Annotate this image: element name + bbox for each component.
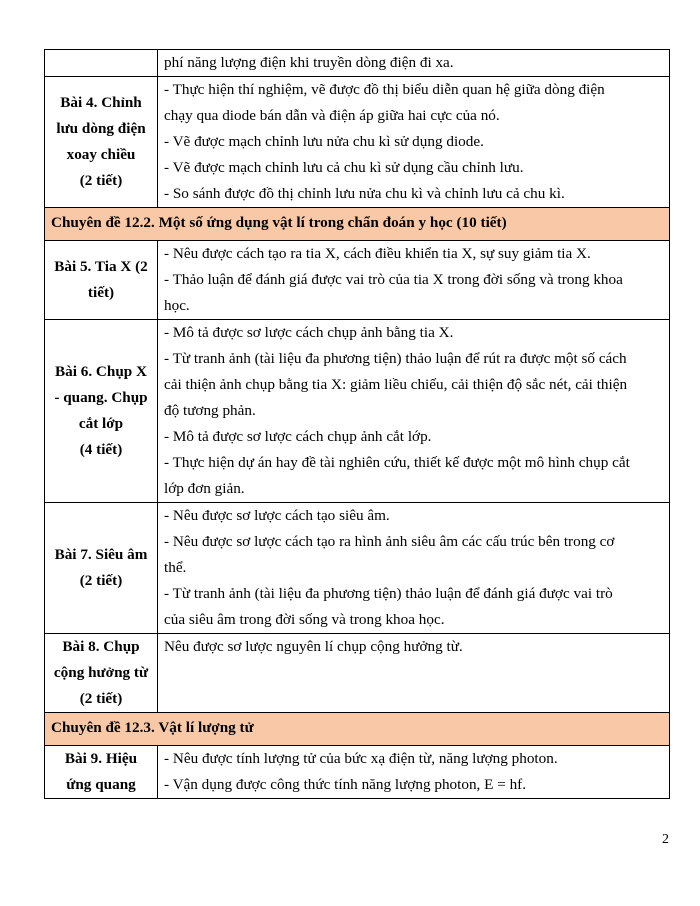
lesson-title-line: (2 tiết) xyxy=(79,572,123,589)
lesson-title-line: (2 tiết) xyxy=(79,690,123,707)
requirement-line: học. xyxy=(164,297,190,314)
lesson-title-line: cắt lớp xyxy=(78,415,124,432)
requirement-line: - Thực hiện dự án hay đề tài nghiên cứu, thiết kế được một mô hình chụp cắt xyxy=(164,454,630,471)
lesson-title xyxy=(45,746,158,799)
requirement-line: - Nêu được tính lượng tử của bức xạ điện từ, năng lượng photon. xyxy=(164,750,558,767)
requirement-line: - Thảo luận để đánh giá được vai trò của tia X trong đời sống và trong khoa xyxy=(164,271,623,288)
topic-heading: Chuyên đề 12.2. Một số ứng dụng vật lí trong chẩn đoán y học (10 tiết) xyxy=(45,208,670,241)
lesson-title xyxy=(45,77,158,208)
requirement-line: - Nêu được sơ lược cách tạo siêu âm. xyxy=(164,507,390,524)
requirement-line: - Vẽ được mạch chỉnh lưu nửa chu kì sử dụng diode. xyxy=(164,133,484,150)
lesson-row xyxy=(45,320,670,503)
requirement-line: - Thực hiện thí nghiệm, vẽ được đồ thị biểu diễn quan hệ giữa dòng điện xyxy=(164,81,605,98)
lesson-requirements xyxy=(158,746,670,799)
lesson-title xyxy=(45,50,158,77)
requirement-line: Nêu được sơ lược nguyên lí chụp cộng hưởng từ. xyxy=(164,638,463,655)
requirement-line: thể. xyxy=(164,559,187,576)
requirement-line: - Nêu được cách tạo ra tia X, cách điều khiển tia X, sự suy giảm tia X. xyxy=(164,245,591,262)
lesson-row xyxy=(45,746,670,799)
page-number: 2 xyxy=(662,832,669,847)
requirement-line: của siêu âm trong đời sống và trong khoa học. xyxy=(164,611,445,628)
lesson-row xyxy=(45,241,670,320)
requirement-line: - Vận dụng được công thức tính năng lượng photon, E = hf. xyxy=(164,776,527,793)
lesson-title-line: ứng quang xyxy=(66,776,136,793)
lesson-requirements xyxy=(158,50,670,77)
lesson-title-line: Bài 8. Chụp xyxy=(62,638,140,655)
lesson-title-line: (4 tiết) xyxy=(79,441,123,458)
lesson-title xyxy=(45,503,158,634)
lesson-requirements xyxy=(158,77,670,208)
topic-row xyxy=(45,713,670,746)
requirement-line: - Mô tả được sơ lược cách chụp ảnh bằng tia X. xyxy=(164,324,454,341)
lesson-title-line: (2 tiết) xyxy=(79,172,123,189)
lesson-title-line: cộng hưởng từ xyxy=(53,664,149,681)
lesson-requirements xyxy=(158,503,670,634)
lesson-title xyxy=(45,320,158,503)
requirement-line: - So sánh được đồ thị chỉnh lưu nửa chu kì và chỉnh lưu cả chu kì. xyxy=(164,185,565,202)
lesson-requirements xyxy=(158,320,670,503)
lesson-title xyxy=(45,241,158,320)
requirement-line: - Mô tả được sơ lược cách chụp ảnh cắt lớp. xyxy=(164,428,432,445)
requirement-line: phí năng lượng điện khi truyền dòng điện đi xa. xyxy=(164,54,454,71)
lesson-row xyxy=(45,77,670,208)
requirement-line: - Từ tranh ảnh (tài liệu đa phương tiện) thảo luận để đánh giá được vai trò xyxy=(164,585,613,602)
lesson-title-line: lưu dòng điện xyxy=(56,120,146,137)
topic-heading: Chuyên đề 12.3. Vật lí lượng tử xyxy=(45,713,670,746)
requirement-line: cải thiện ảnh chụp bằng tia X: giảm liều chiếu, cải thiện độ sắc nét, cải thiện xyxy=(164,376,628,393)
requirement-line: - Từ tranh ảnh (tài liệu đa phương tiện) thảo luận để rút ra được một số cách xyxy=(164,350,627,367)
lesson-title-line: Bài 6. Chụp X xyxy=(54,363,147,380)
lesson-title-line: - quang. Chụp xyxy=(54,389,148,406)
lesson-title-line: Bài 7. Siêu âm xyxy=(54,546,148,563)
lesson-title xyxy=(45,634,158,713)
lesson-row xyxy=(45,503,670,634)
lesson-title-line: xoay chiều xyxy=(66,146,136,163)
lesson-title-line: Bài 5. Tia X (2 xyxy=(54,258,148,275)
lesson-title-line: Bài 9. Hiệu xyxy=(64,750,138,767)
lesson-row xyxy=(45,634,670,713)
lesson-title-line: Bài 4. Chỉnh xyxy=(60,94,142,111)
topic-row xyxy=(45,208,670,241)
curriculum-table xyxy=(44,49,670,799)
requirement-line: chạy qua diode bán dẫn và điện áp giữa hai cực của nó. xyxy=(164,107,500,124)
requirement-line: lớp đơn giản. xyxy=(164,480,245,497)
lesson-title-line: tiết) xyxy=(87,284,115,301)
requirement-line: - Vẽ được mạch chỉnh lưu cả chu kì sử dụng cầu chỉnh lưu. xyxy=(164,159,524,176)
lesson-row xyxy=(45,50,670,77)
requirement-line: - Nêu được sơ lược cách tạo ra hình ảnh siêu âm các cấu trúc bên trong cơ xyxy=(164,533,615,550)
requirement-line: độ tương phản. xyxy=(164,402,256,419)
lesson-requirements xyxy=(158,634,670,713)
lesson-requirements xyxy=(158,241,670,320)
